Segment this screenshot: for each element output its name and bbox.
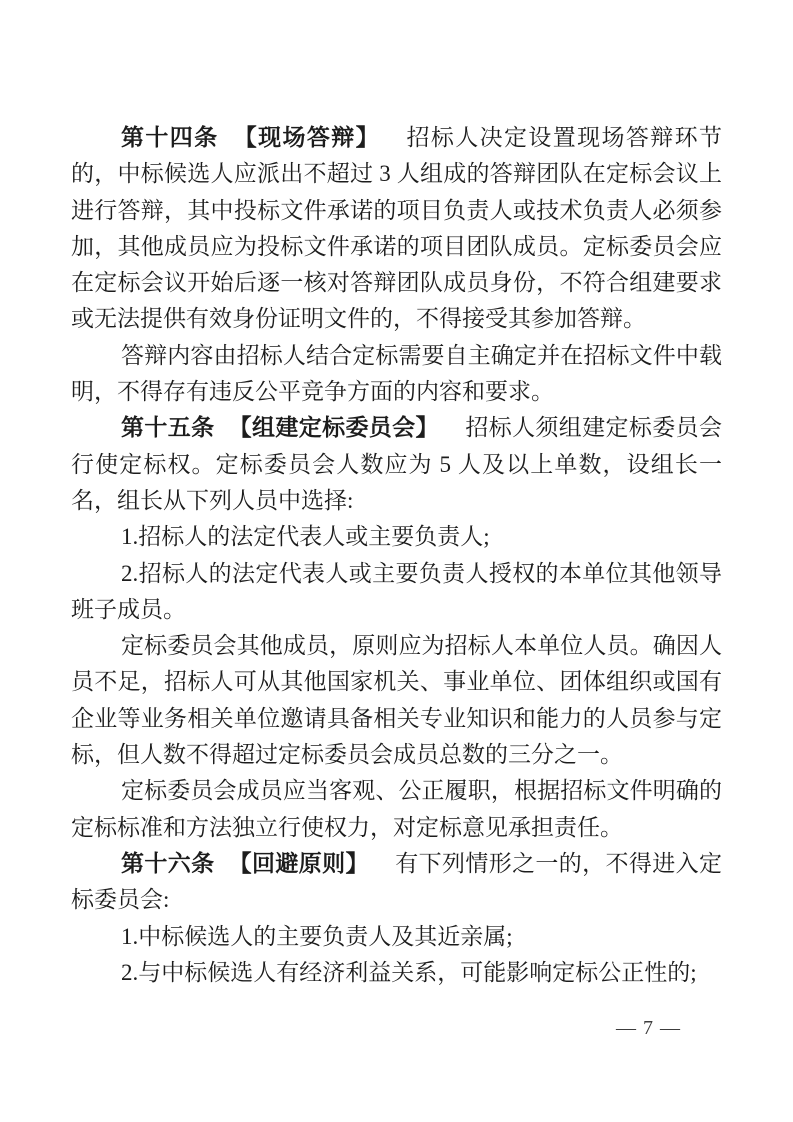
paragraph-clause-14 — [71, 120, 722, 338]
clause-15-text: 招标人须组建定标委员会行使定标权。定标委员会人数应为 5 人及以上单数，设组长一名，组长从下列人员中选择: — [71, 415, 722, 513]
clause-16-text: 有下列情形之一的，不得进入定标委员会: — [71, 850, 722, 913]
recusal-2-text: 2.与中标候选人有经济利益关系，可能影响定标公正性的; — [121, 959, 697, 985]
list-item-recusal-1 — [71, 919, 722, 955]
paragraph-other-members — [71, 628, 722, 773]
list-item-leader-option-2 — [71, 556, 722, 629]
leader-option-2-text: 2.招标人的法定代表人或主要负责人授权的本单位其他领导班子成员。 — [71, 560, 722, 622]
clause-14-heading: 第十四条 【现场答辩】 — [121, 125, 380, 150]
recusal-1-text: 1.中标候选人的主要负责人及其近亲属; — [121, 923, 513, 949]
defense-content-text: 答辩内容由招标人结合定标需要自主确定并在招标文件中载明，不得存有违反公平竞争方面的内容和要求。 — [71, 342, 722, 405]
other-members-text: 定标委员会其他成员，原则应为招标人本单位人员。确因人员不足，招标人可从其他国家机关、事业单位、团体组织或国有企业等业务相关单位邀请具备相关专业知识和能力的人员参与定标，但人数不得超过定标委员会成员总数的三分之一。 — [71, 633, 722, 768]
paragraph-member-duty — [71, 773, 722, 846]
clause-15-heading: 第十五条 【组建定标委员会】 — [121, 415, 439, 441]
list-item-leader-option-1 — [71, 519, 722, 555]
clause-14-text: 招标人决定设置现场答辩环节的，中标候选人应派出不超过 3 人组成的答辩团队在定标会议上进行答辩，其中投标文件承诺的项目负责人或技术负责人必须参加，其他成员应为投标文件承诺的项目团队成员。定标委员会应在定标会议开始后逐一核对答辩团队成员身份，不符合组建要求或无法提供有效身份证明文件的，不得接受其参加答辩。 — [71, 125, 723, 332]
member-duty-text: 定标委员会成员应当客观、公正履职，根据招标文件明确的定标标准和方法独立行使权力，对定标意见承担责任。 — [71, 778, 722, 840]
page-number: — 7 — — [616, 1017, 681, 1039]
leader-option-1-text: 1.招标人的法定代表人或主要负责人; — [121, 524, 490, 550]
paragraph-defense-content — [71, 338, 722, 411]
clause-16-heading: 第十六条 【回避原则】 — [121, 850, 369, 876]
list-item-recusal-2 — [71, 955, 722, 991]
paragraph-clause-16 — [71, 846, 722, 919]
paragraph-clause-15 — [71, 410, 722, 519]
document-body — [71, 120, 722, 991]
